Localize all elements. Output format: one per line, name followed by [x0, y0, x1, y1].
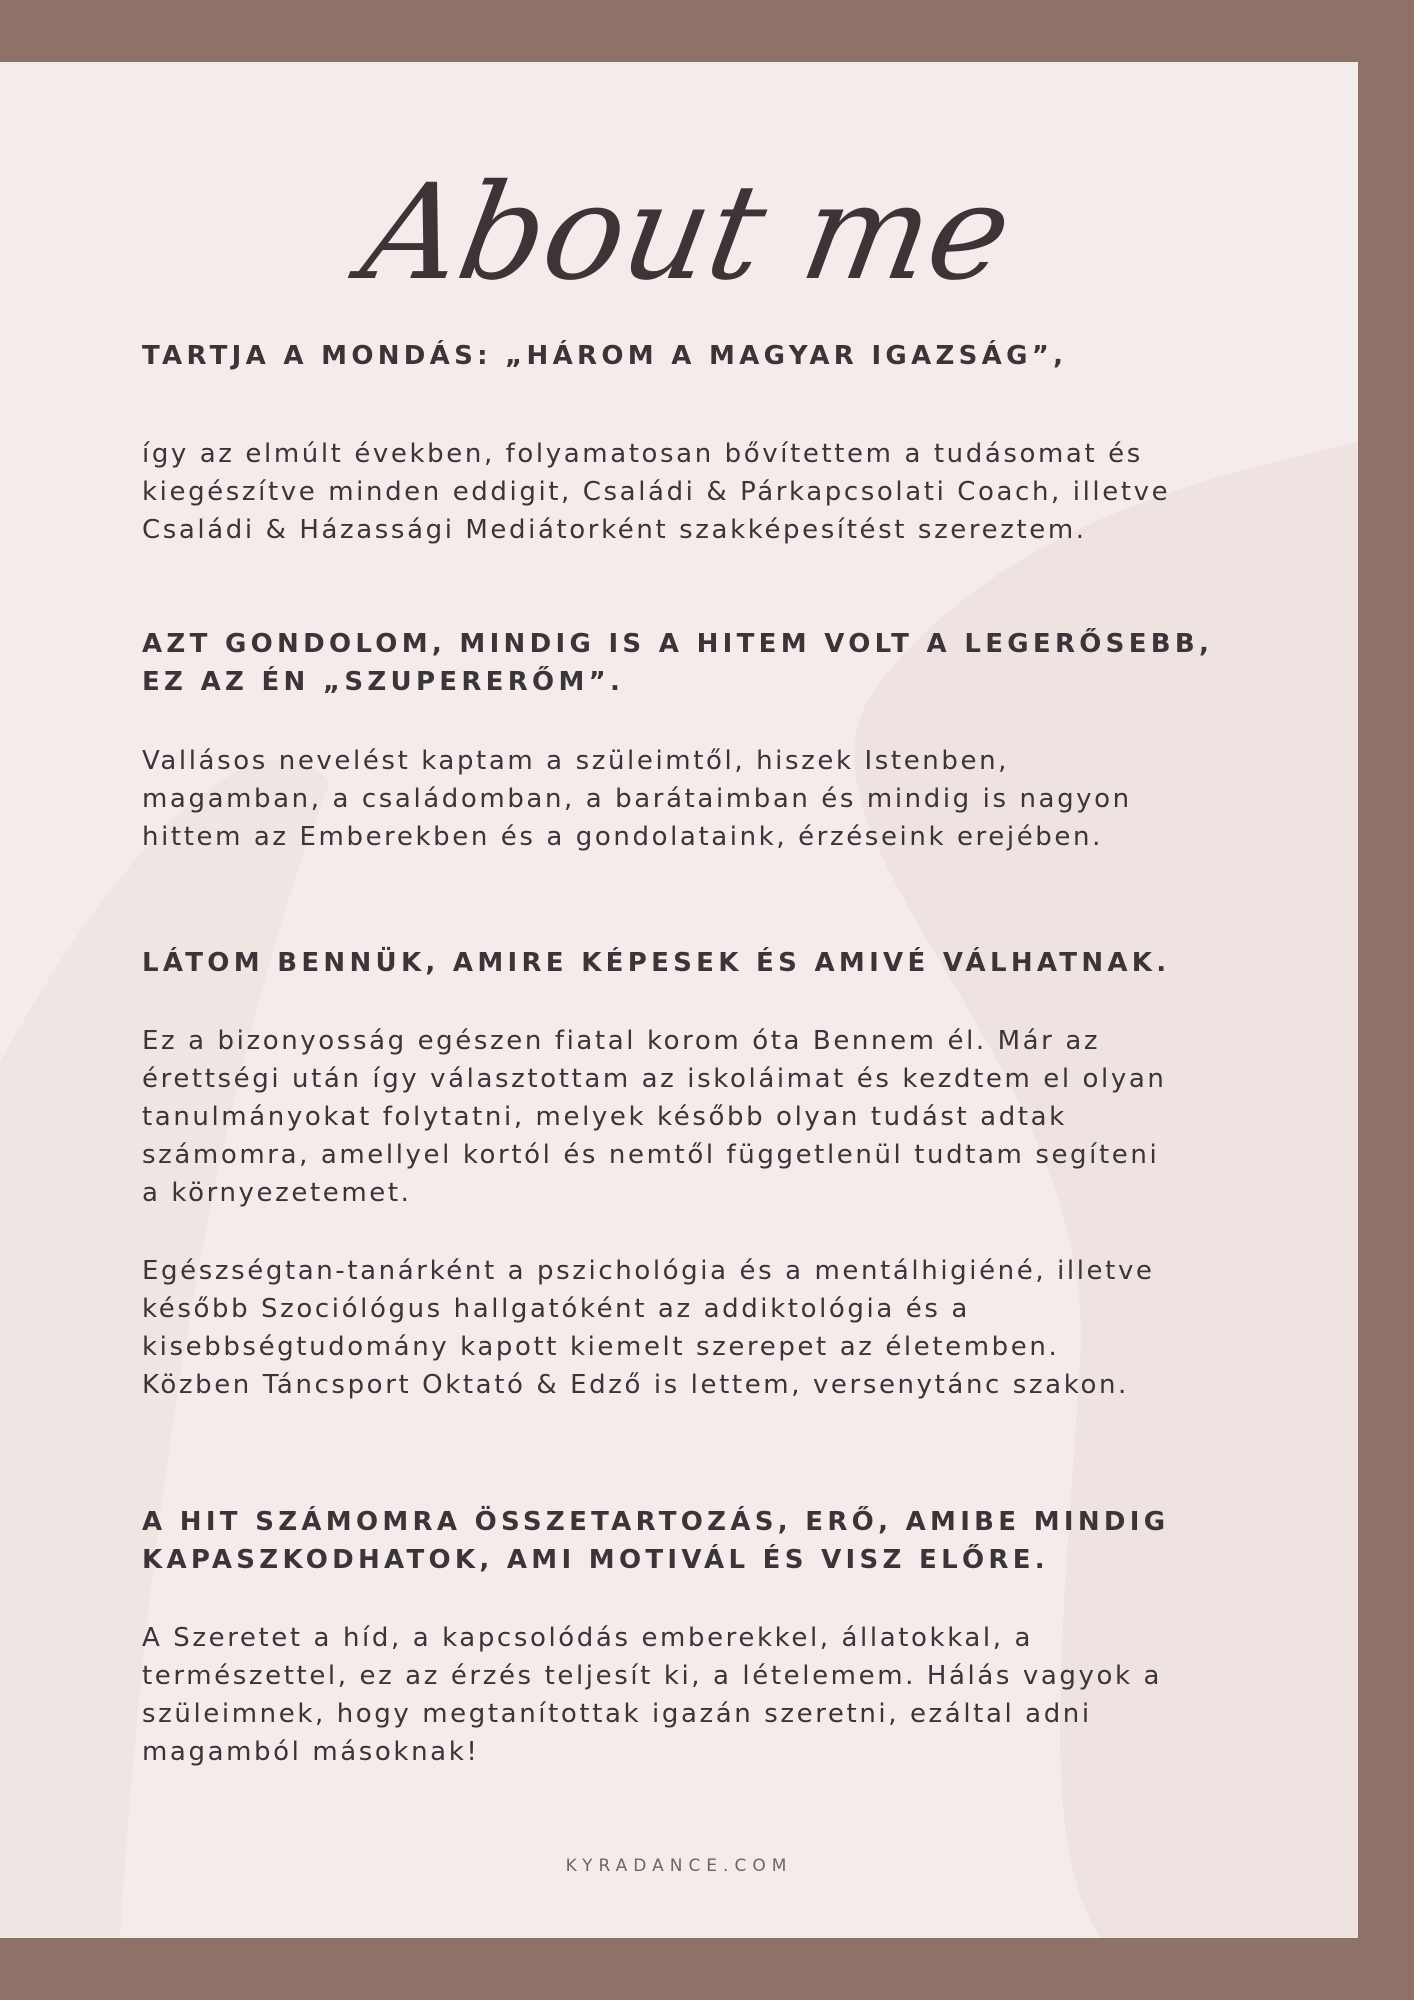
text-line: később Szociólógus hallgatóként az addiktológia és a [142, 1294, 970, 1324]
section-heading-3: LÁTOM BENNÜK, AMIRE KÉPESEK ÉS AMIVÉ VÁLHATNAK. [142, 948, 1171, 978]
text-line: kisebbségtudomány kapott kiemelt szerepet az életemben. [142, 1332, 1060, 1362]
heading-line: EZ AZ ÉN „SZUPERERŐM”. [142, 667, 625, 697]
heading-line: KAPASZKODHATOK, AMI MOTIVÁL ÉS VISZ ELŐRE. [142, 1545, 1049, 1575]
text-line: számomra, amellyel kortól és nemtől függetlenül tudtam segíteni [142, 1140, 1160, 1170]
text-line: kiegészítve minden eddigit, Családi & Párkapcsolati Coach, illetve [142, 477, 1171, 507]
text-line: magamból másoknak! [142, 1737, 480, 1767]
section-paragraph-2 [142, 742, 1132, 856]
website-footer: KYRADANCE.COM [565, 1856, 793, 1876]
text-line: Vallásos nevelést kaptam a szüleimtől, hiszek Istenben, [142, 746, 1010, 776]
section-paragraph-3 [142, 1022, 1166, 1212]
heading-line: AZT GONDOLOM, MINDIG IS A HITEM VOLT A LEGERŐSEBB, [142, 629, 1214, 659]
svg-text:About me: About me [352, 156, 1022, 310]
section-heading-2 [142, 625, 1213, 701]
text-line: érettségi után így választottam az iskoláimat és kezdtem el olyan [142, 1064, 1167, 1094]
text-line: Közben Táncsport Oktató & Edző is lettem, versenytánc szakon. [142, 1370, 1129, 1400]
section-paragraph-4 [142, 1252, 1155, 1404]
about-me-title [0, 120, 1358, 310]
text-line: A Szeretet a híd, a kapcsolódás emberekkel, állatokkal, a [142, 1623, 1034, 1653]
section-paragraph-1 [142, 435, 1170, 549]
text-line: a környezetemet. [142, 1178, 412, 1208]
section-paragraph-5 [142, 1619, 1162, 1771]
section-heading-1: TARTJA A MONDÁS: „HÁROM A MAGYAR IGAZSÁG”, [142, 341, 1068, 371]
section-heading-4 [142, 1503, 1169, 1579]
text-line: természettel, ez az érzés teljesít ki, a lételemem. Hálás vagyok a [142, 1661, 1163, 1691]
text-line: hittem az Emberekben és a gondolataink, érzéseink erejében. [142, 822, 1103, 852]
text-line: magamban, a családomban, a barátaimban és mindig is nagyon [142, 784, 1132, 814]
text-line: Ez a bizonyosság egészen fiatal korom óta Bennem él. Már az [142, 1026, 1101, 1056]
text-line: így az elmúlt években, folyamatosan bővítettem a tudásomat és [142, 439, 1143, 469]
document-page [0, 62, 1358, 1938]
heading-line: A HIT SZÁMOMRA ÖSSZETARTOZÁS, ERŐ, AMIBE MINDIG [142, 1507, 1170, 1537]
text-line: Családi & Házassági Mediátorként szakképesítést szereztem. [142, 515, 1087, 545]
text-line: tanulmányokat folytatni, melyek később olyan tudást adtak [142, 1102, 1067, 1132]
text-line: Egészségtan-tanárként a pszichológia és a mentálhigiéné, illetve [142, 1256, 1155, 1286]
text-line: szüleimnek, hogy megtanítottak igazán szeretni, ezáltal adni [142, 1699, 1092, 1729]
